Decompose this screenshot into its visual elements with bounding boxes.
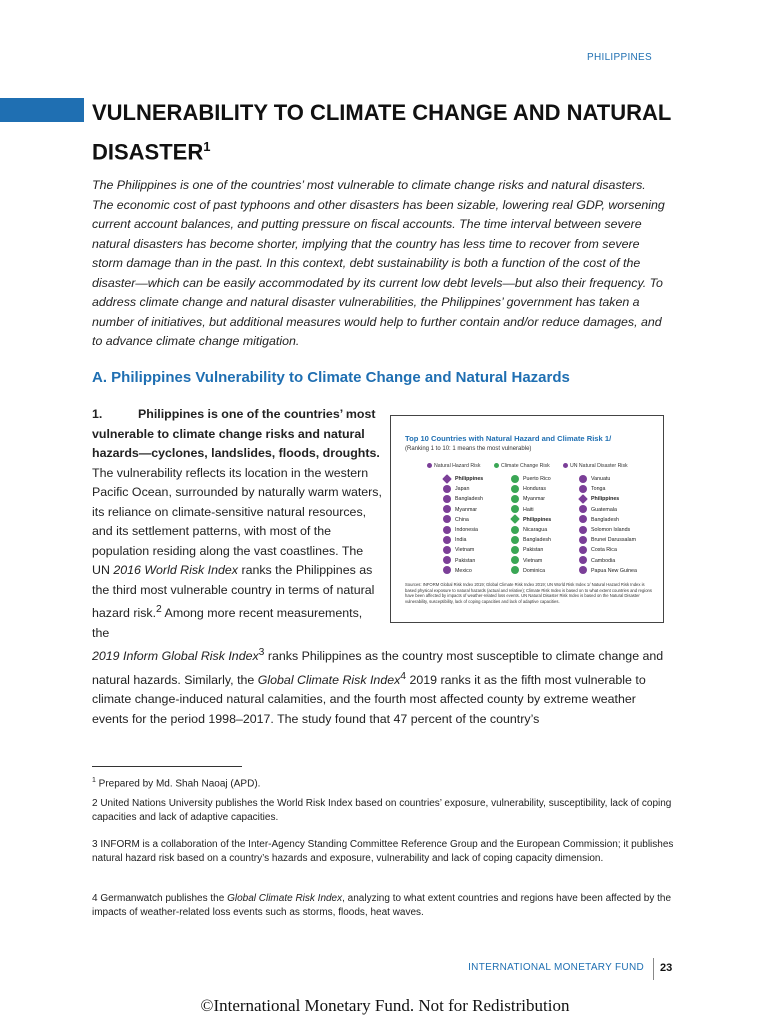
paragraph-lead: Philippines is one of the countries’ most vulnerable to climate change risks and natural hazards—cyclones, landslides, floods, droughts. <box>92 407 380 460</box>
title-footnote-mark[interactable]: 1 <box>203 139 211 154</box>
rank-item <box>579 535 637 545</box>
rank-country-label: Myanmar <box>523 496 546 503</box>
rank-country-label: Solomon Islands <box>591 526 631 533</box>
rank-badge-icon <box>579 526 587 534</box>
rank-badge-icon <box>511 475 519 483</box>
rank-badge-icon <box>443 515 451 523</box>
paragraph-text-b: ranks the Philippines as the third most vulnerable country in terms of natural hazard risk. <box>92 563 375 621</box>
rank-badge-icon <box>579 515 587 523</box>
rank-badge-icon <box>443 495 451 503</box>
rank-item <box>511 525 551 535</box>
rank-item <box>511 484 551 494</box>
rank-item <box>579 515 637 525</box>
page-title <box>92 96 692 169</box>
rank-item <box>443 494 483 504</box>
rank-item <box>579 505 637 515</box>
figure-title: Top 10 Countries with Natural Hazard and Climate Risk 1/ <box>405 434 612 443</box>
copyright-watermark: ©International Monetary Fund. Not for Redistribution <box>200 996 570 1015</box>
rank-country-label: Pakistan <box>455 557 476 564</box>
rank-country-label: Honduras <box>523 486 546 493</box>
figure-subtitle: (Ranking 1 to 10: 1 means the most vulnerable) <box>405 446 532 452</box>
rank-country-label: Guatemala <box>591 506 617 513</box>
rank-country-label: Cambodia <box>591 557 616 564</box>
rank-item <box>443 566 483 576</box>
column-hazard <box>443 474 483 576</box>
rank-badge-icon <box>511 546 519 554</box>
rank-item <box>579 484 637 494</box>
rank-badge-icon <box>511 485 519 493</box>
footer-divider <box>653 958 654 980</box>
rank-item <box>443 556 483 566</box>
rank-item <box>511 556 551 566</box>
rank-country-label: Costa Rica <box>591 547 617 554</box>
footnote-4 <box>92 892 688 920</box>
column-climate <box>511 474 551 576</box>
rank-badge-icon <box>579 556 587 564</box>
rank-country-label: Philippines <box>523 516 552 523</box>
rank-item <box>579 494 637 504</box>
legend-climate-dot-icon <box>494 463 499 468</box>
footer-org: INTERNATIONAL MONETARY FUND <box>468 962 644 973</box>
rank-country-label: Mexico <box>455 567 472 574</box>
paragraph-text-e: 2019 ranks it as the fifth most vulnerable to climate change-induced natural calamities, and the fourth most affected county by extreme weather events for the period 1998–2017. The study found that 47 percent of the country’s <box>92 672 646 726</box>
risk-ranking-figure <box>390 415 664 623</box>
rank-country-label: Bangladesh <box>591 516 619 523</box>
rank-badge-icon <box>511 526 519 534</box>
rank-badge-icon <box>579 566 587 574</box>
legend-hazard <box>427 463 480 469</box>
rank-country-label: Vanuatu <box>591 476 611 482</box>
rank-country-label: Philippines <box>455 476 484 482</box>
rank-badge-icon <box>579 485 587 493</box>
rank-badge-icon <box>443 546 451 554</box>
rank-badge-icon <box>443 526 451 534</box>
rank-country-label: Tonga <box>591 486 606 493</box>
rank-item <box>579 566 637 576</box>
rank-item <box>443 484 483 494</box>
rank-item <box>511 535 551 545</box>
paragraph-wrap-block <box>92 405 382 643</box>
rank-badge-icon <box>579 546 587 554</box>
paragraph-text-c: Among more recent measurements, the <box>92 606 363 640</box>
paragraph-text-a: The vulnerability reflects its location in the western Pacific Ocean, surrounded by naturally warm waters, its reliance on climate-sensitive natural resources, and its settlement patterns, with most of the population residing along the vast coastlines. The UN <box>92 465 382 577</box>
rank-item <box>443 535 483 545</box>
rank-item <box>443 525 483 535</box>
title-accent-bar <box>0 98 84 122</box>
rank-badge-icon <box>511 566 519 574</box>
rank-item <box>443 474 483 484</box>
rank-country-label: Philippines <box>591 496 620 503</box>
world-risk-index-ref: 2016 World Risk Index <box>113 563 238 577</box>
rank-item <box>511 474 551 484</box>
rank-country-label: Bangladesh <box>455 496 483 503</box>
rank-country-label: Myanmar <box>455 506 478 513</box>
legend-hazard-label: Natural Hazard Risk <box>434 463 481 469</box>
rank-item <box>511 494 551 504</box>
rank-item <box>579 525 637 535</box>
rank-badge-icon <box>443 566 451 574</box>
rank-country-label: Puerto Rico <box>523 476 551 482</box>
rank-item <box>579 545 637 555</box>
rank-country-label: Vietnam <box>523 557 543 564</box>
footnote-ref-4[interactable]: 4 <box>400 670 407 682</box>
climate-risk-index-ref: Global Climate Risk Index <box>257 672 401 687</box>
rank-item <box>443 545 483 555</box>
rank-badge-icon <box>579 536 587 544</box>
rank-country-label: Nicaragua <box>523 526 548 533</box>
inform-index-ref: 2019 Inform Global Risk Index <box>92 649 259 664</box>
rank-badge-icon <box>443 505 451 513</box>
rank-country-label: Brunei Darussalam <box>591 537 637 544</box>
rank-country-label: Haiti <box>523 506 534 513</box>
rank-badge-icon <box>511 556 519 564</box>
page-number: 23 <box>660 962 673 974</box>
legend-hazard-dot-icon <box>427 463 432 468</box>
footnote-1 <box>92 774 688 791</box>
rank-country-label: Pakistan <box>523 547 544 554</box>
footnote-1-mark: 1 <box>92 777 96 784</box>
legend-un-label: UN Natural Disaster Risk <box>570 463 628 469</box>
footnote-4-pre: 4 Germanwatch publishes the <box>92 893 228 904</box>
rank-country-label: Indonesia <box>455 526 478 533</box>
diamond-badge-icon <box>510 515 520 525</box>
rank-country-label: Dominica <box>523 567 546 574</box>
rank-item <box>511 505 551 515</box>
figure-sources: Sources: INFORM Global Risk Index 2019; Global Climate Risk Index 2019; UN World Risk Index 1/ Natural Hazard Risk Index is based physical exposure to natural hazards (actual and relative); Climate Risk Index is based on to what extent countries and regions have been affected by impacts of weather-related loss events. UN Natural Disaster Risk Index is based on the Natural Disaster vulnerability, susceptibility, lack of coping capacities and lack of adaptive capacities. <box>405 582 652 604</box>
rank-item <box>511 515 551 525</box>
rank-item <box>443 515 483 525</box>
legend-climate-label: Climate Change Risk <box>501 463 550 469</box>
rank-badge-icon <box>443 536 451 544</box>
section-heading: A. Philippines Vulnerability to Climate Change and Natural Hazards <box>92 369 570 386</box>
rank-item <box>511 545 551 555</box>
rank-badge-icon <box>443 556 451 564</box>
footnote-1-text: Prepared by Md. Shah Naoaj (APD). <box>95 778 261 790</box>
rank-badge-icon <box>511 495 519 503</box>
diamond-badge-icon <box>578 494 588 504</box>
footnote-4-title: Global Climate Risk Index <box>227 893 343 904</box>
rank-badge-icon <box>579 505 587 513</box>
footnote-ref-3[interactable]: 3 <box>258 647 265 659</box>
rank-country-label: Papua New Guinea <box>591 567 637 574</box>
column-un <box>579 474 637 576</box>
footnote-ref-2[interactable]: 2 <box>156 604 162 615</box>
rank-country-label: Japan <box>455 486 470 493</box>
rank-item <box>579 556 637 566</box>
rank-country-label: China <box>455 516 469 523</box>
footnote-2: 2 United Nations University publishes the World Risk Index based on countries’ exposure, vulnerability, susceptibility, lack of coping capacities and lack of adaptive capacities. <box>92 798 672 823</box>
rank-country-label: India <box>455 537 467 544</box>
rank-item <box>443 505 483 515</box>
footnote-rule <box>92 766 242 767</box>
rank-badge-icon <box>443 485 451 493</box>
legend-un-dot-icon <box>563 463 568 468</box>
rank-badge-icon <box>511 536 519 544</box>
rank-badge-icon <box>511 505 519 513</box>
title-text: VULNERABILITY TO CLIMATE CHANGE AND NATURAL DISASTER <box>92 100 671 165</box>
paragraph-text-d: ranks Philippines as the country most susceptible to climate change and natural hazards. Similarly, the <box>92 649 664 687</box>
footnote-3: 3 INFORM is a collaboration of the Inter-Agency Standing Committee Reference Group and the European Commission; it publishes natural hazard risk based on a country’s hazards and exposure, vulnerability and lack of coping capacity dimension. <box>92 839 674 864</box>
legend-climate <box>494 463 550 469</box>
footnote-4-post: , analyzing to what extent countries and regions have been affected by the impacts of weather-related loss events such as storms, floods, heat waves. <box>92 893 672 918</box>
paragraph-number: 1. <box>92 407 103 421</box>
rank-country-label: Vietnam <box>455 547 475 554</box>
legend-un <box>563 463 628 469</box>
rank-country-label: Bangladesh <box>523 537 551 544</box>
rank-item <box>579 474 637 484</box>
intro-paragraph: The Philippines is one of the countries’ most vulnerable to climate change risks and natural disasters. The economic cost of past typhoons and other disasters has been sizable, lowering real GDP, worsening current account balances, and putting pressure on fiscal accounts. The time interval between severe natural disasters has become shorter, implying that the country has less time to recover from severe storm damage than in the past. In this context, debt sustainability is both a function of the cost of the disaster—which can be easily accommodated by its current low debt levels—but also their frequency. To address climate change and natural disaster vulnerabilities, the Philippines’ government has taken a number of initiatives, but additional measures would help to further contain and/or reduce damages, and to advance climate change mitigation. <box>92 178 665 348</box>
diamond-badge-icon <box>442 474 452 484</box>
running-header: PHILIPPINES <box>587 52 652 63</box>
rank-badge-icon <box>579 475 587 483</box>
rank-item <box>511 566 551 576</box>
